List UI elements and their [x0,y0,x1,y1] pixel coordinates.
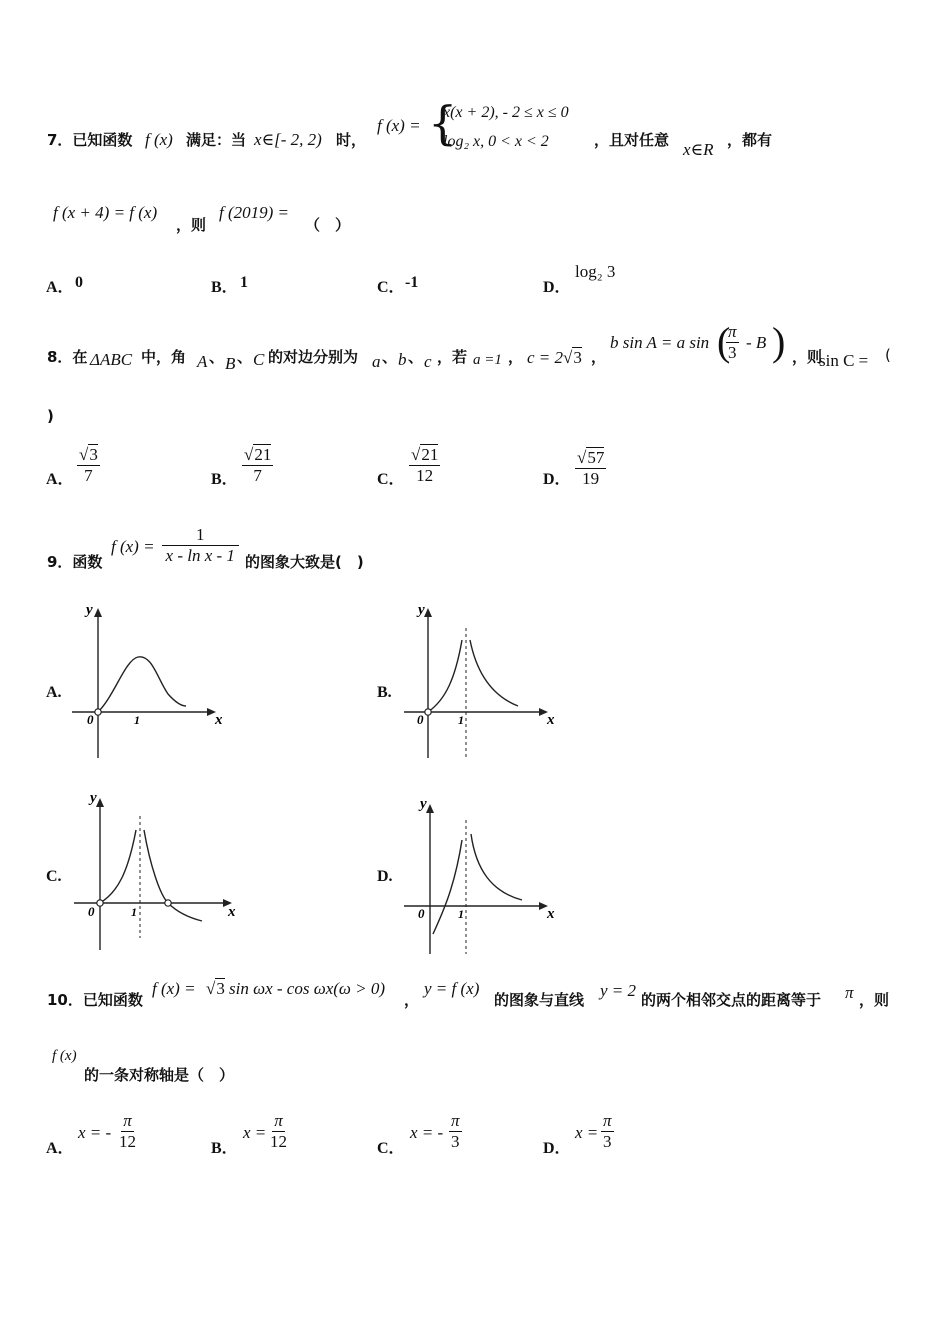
q7-text-1: 满足：当 [186,131,247,149]
q10-option-a-prefix: x = - [78,1123,112,1142]
q10-option-c-den: 3 [451,1132,460,1151]
q8-option-b-label: B． [211,471,238,488]
q8-option-c-den: 12 [416,466,434,485]
q9-graph-b [400,600,560,760]
q8-equation-left: b sin A = a sin [610,333,710,352]
q8-text-3: ，若 [437,348,468,366]
q9-fraction [162,525,239,566]
q9-graph-a-axes [72,608,216,758]
q8-sep-2: 、 [237,348,253,366]
q7-option-b-label: B． [211,279,238,296]
q8-open-paren: ( [717,319,731,364]
q7-domain: x∈[- 2, 2) [254,130,322,149]
q8-minus-b: - B [746,333,767,352]
q7-option-d-label: D． [543,279,571,296]
q7-case-2: log₂ x, 0 < x < 2 [443,133,549,150]
q7-text-2: 时， [336,131,367,149]
q9-graph-a-origin-point [95,709,101,715]
q10-comma: ， [404,991,420,1009]
q7-ask: f (2019) = [219,203,290,222]
q7-number: 7．已知函数 [47,131,133,149]
q10-option-a-label: A． [46,1140,74,1157]
q10-text-4: 的一条对称轴是（ ） [84,1066,235,1084]
q9-number: 9．函数 [47,553,103,571]
q8-option-d-value: $\frac{√57}{19}$ [577,448,605,488]
q9-graph-d-x-label: x [547,906,555,922]
q10-option-b-num: π [274,1111,283,1130]
q10-option-a-fraction [117,1111,138,1152]
q8-sep-3: 、 [382,348,398,366]
q8-sep-4: 、 [408,348,424,366]
q10-option-d-label: D． [543,1140,571,1157]
q10-root-3: √3 [206,979,225,998]
q9-graph-b-origin-point [425,709,431,715]
q8-angle-b: B [225,354,236,373]
q8-text-4: ，则 [792,348,823,366]
q8-side-b: b [398,350,407,369]
q8-text-2: 的对边分别为 [268,348,359,366]
q8-three: 3 [728,343,737,362]
q7-option-a-label: A． [46,279,74,296]
q10-option-c-prefix: x = - [410,1123,444,1142]
q8-option-b-root: 21 [254,445,272,464]
q9-graph-c-origin: 0 [88,904,95,919]
q8-a-eq-1: a =1 [473,352,502,368]
q10-option-b-fraction [268,1111,289,1152]
q9-graph-a-tick-1: 1 [134,713,140,727]
q10-option-a-num: π [123,1111,132,1130]
q7-fx: f (x) [145,130,173,149]
q8-option-c-label: C． [377,471,405,488]
q7-text-3: ，且对任意 [594,131,670,149]
q10-option-d-prefix: x = [575,1123,599,1142]
q9-graph-c-axes [74,798,232,950]
q9-graph-b-axes [404,608,548,758]
q9-graph-d-axes [404,804,548,954]
q8-comma-2: ， [591,348,607,366]
q8-pi-over-3 [726,322,739,363]
q10-option-b-prefix: x = [243,1123,267,1142]
q9-graph-a-origin: 0 [87,712,94,727]
q8-option-a-den: 7 [84,466,93,485]
q7-option-b-value: 1 [240,274,248,291]
q8-angle-a: A [197,352,208,371]
q8-option-a-value: $\frac{√3}{7}$ [79,445,98,485]
q9-graph-c-tick-1: 1 [131,905,137,919]
q9-graph-b-left-branch [428,640,462,712]
q7-period: f (x + 4) = f (x) [53,203,158,222]
q10-option-a-den: 12 [119,1132,136,1151]
q10-fx: f (x) = [152,979,196,998]
q9-graph-a-y-label: y [86,602,93,618]
q9-graph-b-right-branch [470,640,518,706]
q9-graph-b-label: B. [377,684,392,701]
q9-graph-d-y-label: y [420,796,427,812]
q10-y-eq-2: y = 2 [600,981,637,1000]
q9-graph-c-right-branch [144,830,202,921]
q8-c-eq: c = 2√3 [527,348,582,367]
q7-text-4: ，都有 [727,131,773,149]
q7-brace: { [428,96,458,150]
q9-graph-b-y-label: y [418,602,425,618]
q8-sin-c: sin C = [819,351,869,370]
q9-graph-d [400,790,560,960]
q8-ask-open: ( [885,346,891,364]
q10-root-value: 3 [216,979,225,998]
q7-fx-eq: f (x) = [377,116,421,135]
q10-text-3: ，则 [859,991,890,1009]
q9-numerator: 1 [162,525,239,546]
q10-option-b-den: 12 [270,1132,287,1151]
q8-option-c-value: $\frac{√21}{12}$ [411,445,439,485]
q8-c-root: 3 [573,348,582,367]
q8-option-d-den: 19 [582,469,600,488]
q9-graph-d-label: D. [377,868,393,885]
q9-graph-d-tick-1: 1 [458,907,464,921]
q7-option-c-value: -1 [405,274,419,291]
q8-option-d-label: D． [543,471,571,488]
q10-option-c-label: C． [377,1140,405,1157]
q10-option-d-num: π [603,1111,612,1130]
q9-graph-c-y-label: y [90,790,97,806]
q8-close-paren: ) [772,319,786,364]
q9-graph-c [70,790,240,960]
q7-option-c-label: C． [377,279,405,296]
q10-option-b-label: B． [211,1140,238,1157]
q10-text-2: 的两个相邻交点的距离等于 [641,991,822,1009]
q10-option-d-fraction [601,1111,614,1152]
q7-text-5: ，则 [176,216,207,234]
q10-expression: sin ωx - cos ωx(ω > 0) [229,979,386,998]
q7-option-a-value: 0 [75,274,83,291]
q8-angle-c: C [253,350,265,369]
q9-graph-c-label: C. [46,868,62,885]
q9-graph-b-origin: 0 [417,712,424,727]
q9-graph-c-origin-point [97,900,103,906]
q8-triangle: ΔABC [90,350,133,369]
q8-ask-close: ) [47,407,54,425]
q8-comma-1: ， [508,348,524,366]
q9-text-1: 的图象大致是( ) [245,553,364,571]
q8-pi: π [728,322,737,341]
q8-side-c: c [424,352,432,371]
q9-graph-a-curve [98,657,186,712]
q8-option-a-root: 3 [89,445,98,464]
q8-number: 8．在 [47,348,88,366]
q10-option-d-den: 3 [603,1132,612,1151]
q8-option-d-root: 57 [587,448,605,467]
q8-sep-1: 、 [209,348,225,366]
q8-side-a: a [372,352,381,371]
q8-text-1: 中，角 [141,348,187,366]
q8-option-c-root: 21 [421,445,439,464]
q7-case-1: x(x + 2), - 2 ≤ x ≤ 0 [443,104,569,121]
q8-option-b-den: 7 [253,466,262,485]
q9-graph-b-x-label: x [547,712,555,728]
q7-x-in-r: x∈R [683,140,714,159]
q9-fx: f (x) = [111,537,155,556]
q10-pi: π [845,983,854,1002]
q7-option-d-value: log₂ 3 [575,262,616,281]
q9-graph-d-right-branch [471,834,522,900]
q10-fx-2: f (x) [52,1048,77,1064]
q7-paren: （ ） [305,216,351,234]
q8-option-b-value: $\frac{√21}{7}$ [244,445,272,485]
q9-graph-a-x-label: x [215,712,223,728]
q10-option-c-num: π [451,1111,460,1130]
q9-denominator: x - ln x - 1 [165,546,235,565]
q9-graph-a-label: A. [46,684,62,701]
q10-option-c-fraction [449,1111,462,1152]
q10-y-fx: y = f (x) [424,979,480,998]
q9-graph-a [70,600,230,760]
q9-graph-d-origin: 0 [418,906,425,921]
q9-graph-c-zero-point [165,900,171,906]
q9-graph-c-left-branch [100,830,136,903]
q10-number: 10．已知函数 [47,991,143,1009]
q8-option-a-label: A． [46,471,74,488]
q10-text-1: 的图象与直线 [494,991,585,1009]
q9-graph-b-tick-1: 1 [458,713,464,727]
q8-c-eq-text: c = 2 [527,348,564,367]
q9-graph-c-x-label: x [228,904,236,920]
